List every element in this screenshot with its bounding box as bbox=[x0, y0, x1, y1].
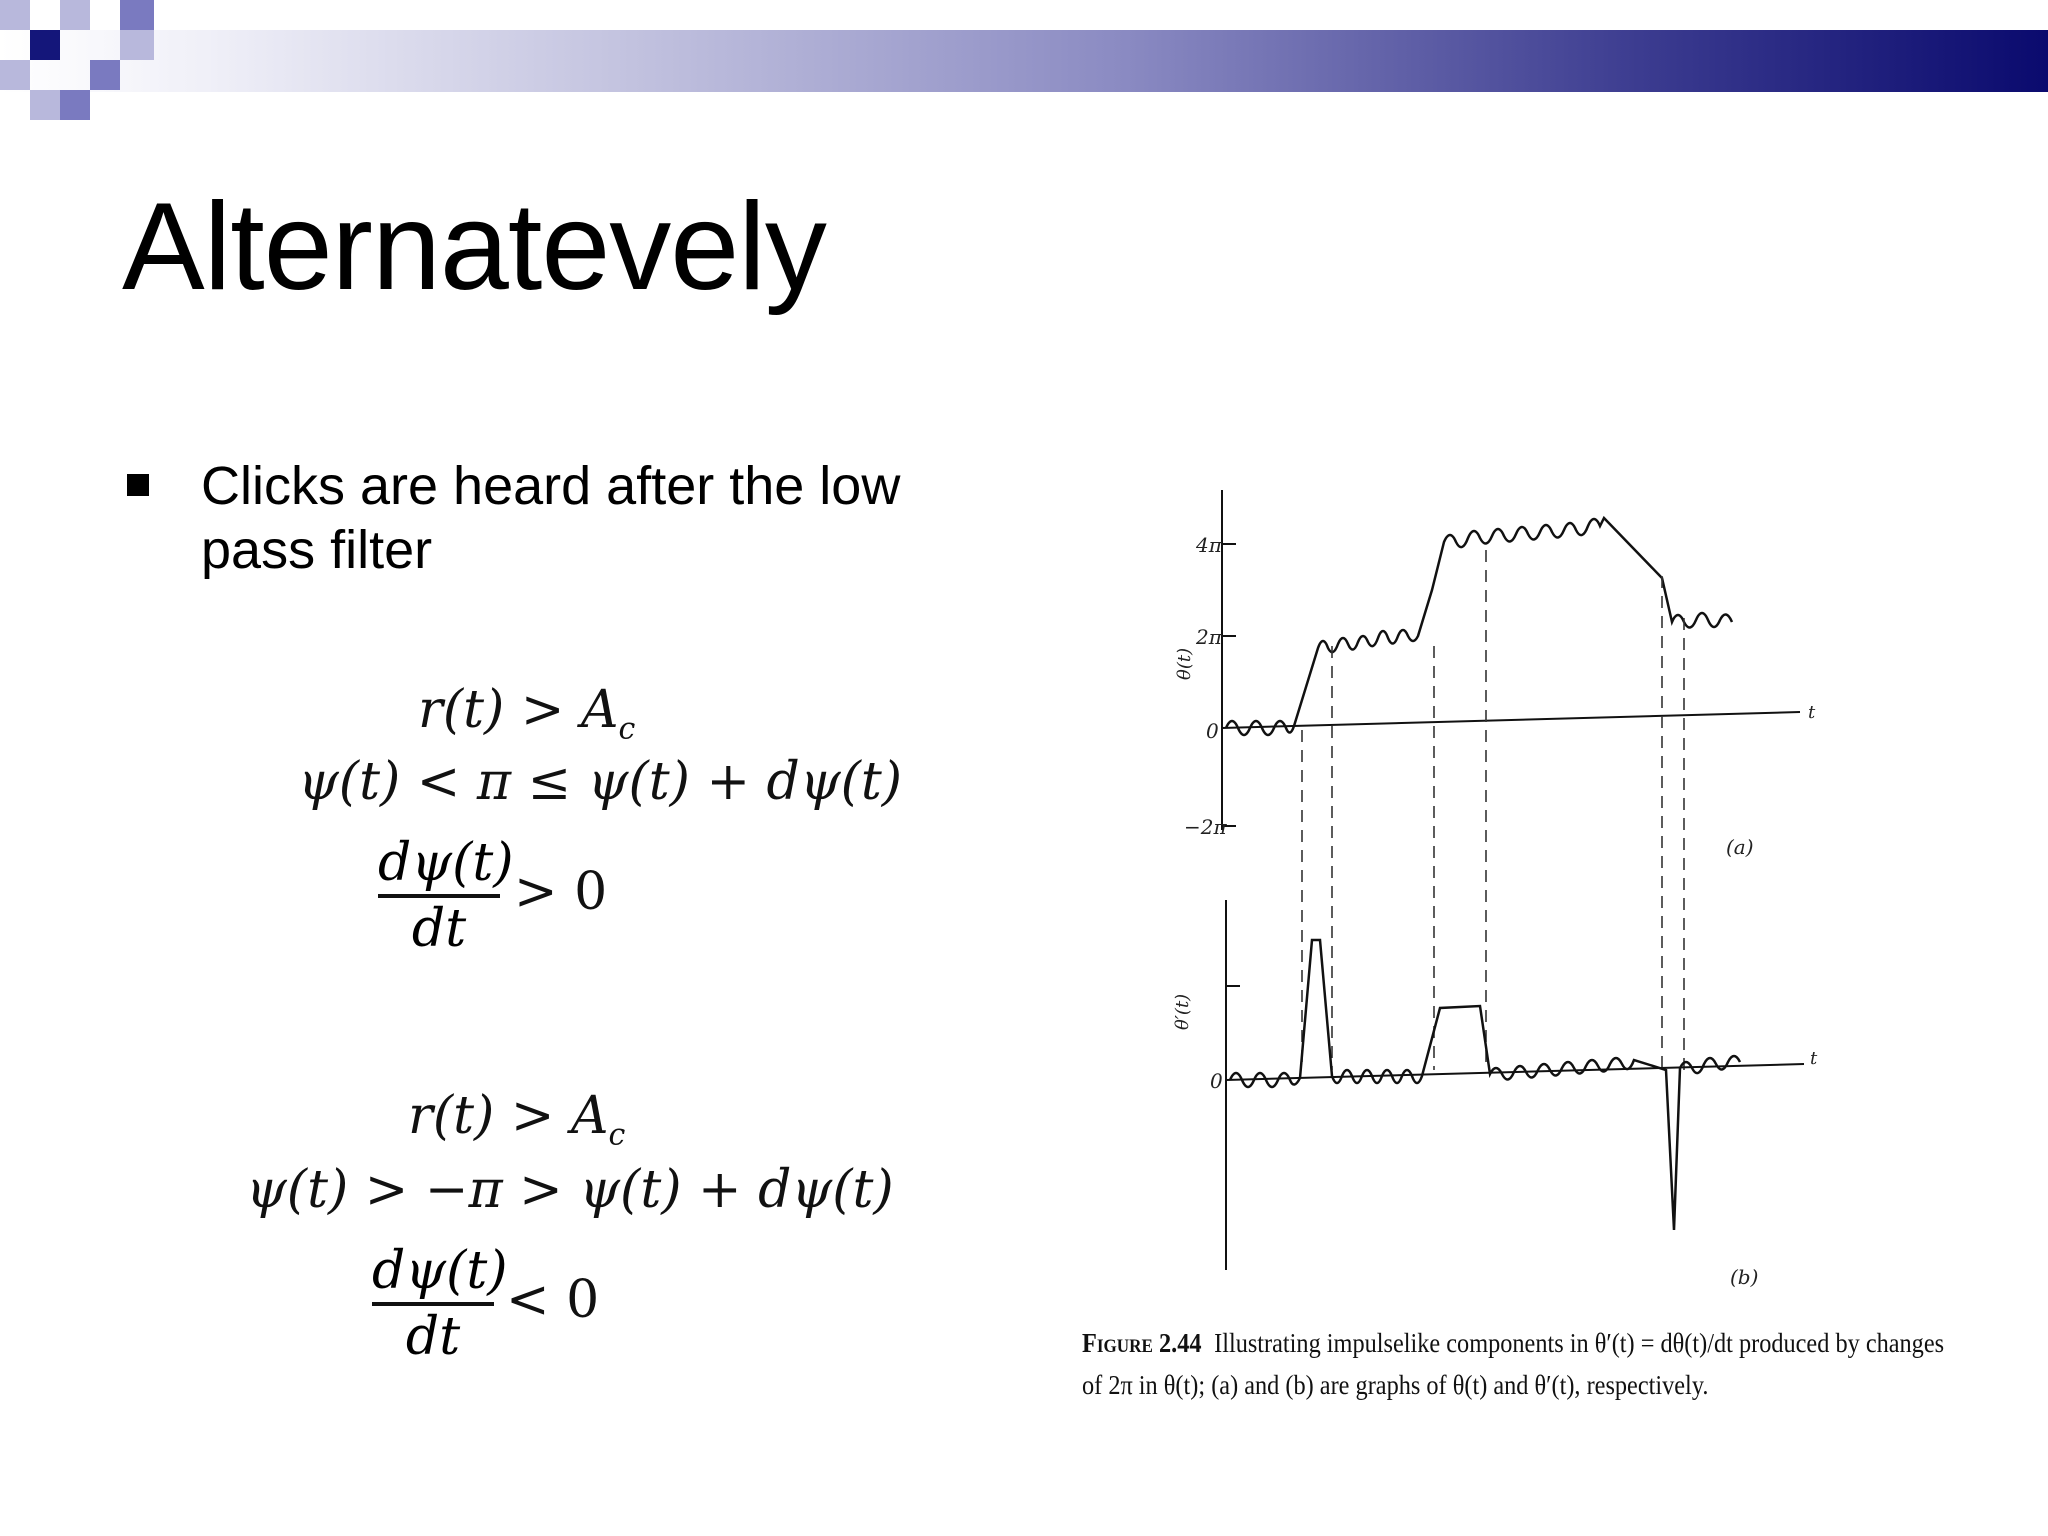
header-decor-square bbox=[60, 90, 90, 120]
eq1-fraction bbox=[378, 832, 514, 960]
eq1-line2: ψ(t) < π ≤ ψ(t) + dψ(t) bbox=[298, 752, 903, 812]
header-decor-square bbox=[60, 0, 90, 30]
header-gradient-bar bbox=[0, 30, 2048, 92]
panel-a-tick-label: 2π bbox=[1196, 625, 1222, 649]
panel-a-xlabel: t bbox=[1808, 702, 1816, 723]
panel-b-curve bbox=[1230, 940, 1740, 1230]
header-decor-square bbox=[120, 0, 154, 30]
eq2-frac-rhs: < 0 bbox=[506, 1270, 600, 1330]
header-decor-square bbox=[0, 60, 30, 90]
panel-a-tag: (a) bbox=[1726, 835, 1754, 859]
header-decor-square bbox=[30, 90, 60, 120]
panel-a-x-axis bbox=[1222, 712, 1800, 728]
panel-a-tick-label: 4π bbox=[1196, 533, 1222, 557]
eq1-frac-denominator: dt bbox=[411, 899, 467, 959]
eq1-line1-sub: c bbox=[618, 711, 636, 747]
eq2-line1-text: r(t) > A bbox=[408, 1086, 609, 1146]
panel-a-guide-lines bbox=[1302, 550, 1684, 1070]
eq2-line1 bbox=[408, 1086, 625, 1152]
eq2-fraction bbox=[372, 1240, 508, 1368]
panel-a-tick-label: 0 bbox=[1206, 719, 1219, 743]
header-decor-square bbox=[120, 30, 154, 60]
panel-a-ylabel: θ(t) bbox=[1174, 647, 1195, 680]
textbook-figure bbox=[1140, 470, 1860, 1300]
eq2-line2: ψ(t) > −π > ψ(t) + dψ(t) bbox=[246, 1160, 894, 1220]
eq1-line1-text: r(t) > A bbox=[418, 680, 619, 740]
panel-b-tick-label: 0 bbox=[1210, 1069, 1223, 1093]
bullet-text: Clicks are heard after the low pass filter bbox=[201, 456, 901, 580]
header-decor-square bbox=[0, 0, 30, 30]
eq2-frac-numerator: dψ(t) bbox=[372, 1241, 508, 1301]
panel-b-xlabel: t bbox=[1810, 1048, 1818, 1069]
figure-caption bbox=[1082, 1322, 1964, 1406]
header-decor-square bbox=[30, 30, 60, 60]
eq1-frac-rhs: > 0 bbox=[514, 862, 608, 922]
panel-a-curve bbox=[1226, 518, 1732, 735]
bullet-square-icon bbox=[127, 474, 149, 496]
eq1-frac-numerator: dψ(t) bbox=[378, 833, 514, 893]
eq2-line1-sub: c bbox=[608, 1117, 626, 1153]
panel-a-tick-label: −2π bbox=[1184, 815, 1227, 839]
eq2-frac-denominator: dt bbox=[405, 1307, 461, 1367]
figure-panel-a bbox=[1174, 490, 1816, 1070]
header-decor-square bbox=[90, 60, 120, 90]
figure-caption-text: Illustrating impulselike components in θ′(t) = dθ(t)/dt produced by changes of 2π in θ(t); (a) and (b) are graphs of θ(t) and θ′(t), respectively. bbox=[1082, 1328, 1945, 1400]
slide-title: Alternatevely bbox=[122, 178, 826, 316]
figure-caption-number: Figure 2.44 bbox=[1082, 1328, 1202, 1358]
panel-b-ylabel: θ′(t) bbox=[1172, 993, 1193, 1030]
eq1-line1 bbox=[418, 680, 635, 746]
panel-b-tag: (b) bbox=[1730, 1265, 1759, 1289]
figure-panel-b bbox=[1172, 900, 1818, 1289]
